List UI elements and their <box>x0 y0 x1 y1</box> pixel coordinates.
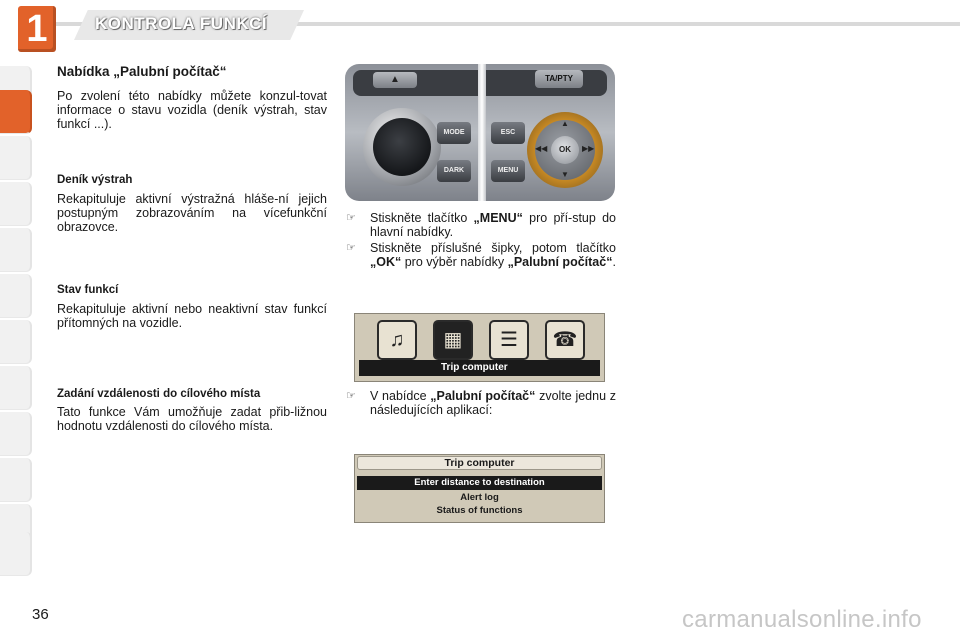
side-tab <box>0 228 32 272</box>
alert-log-section <box>57 174 327 234</box>
alert-log-text: Rekapituluje aktivní výstražná hláše-ní jejich postupným zobrazováním na vícefunkční obrazovce. <box>57 192 327 234</box>
side-tab <box>0 182 32 226</box>
status-heading: Stav funkcí <box>57 284 119 296</box>
text-part: pro výběr nabídky <box>401 255 508 269</box>
main-menu-screen <box>354 313 605 382</box>
text-part: pro pří-stup do hlavní nabídky. <box>370 211 616 239</box>
menu-label-bar <box>359 360 600 376</box>
chapter-badge <box>18 6 56 52</box>
side-tab <box>0 412 32 456</box>
instruction-text <box>370 211 616 239</box>
page-number: 36 <box>32 606 49 623</box>
status-text: Rekapituluje aktivní nebo neaktivní stav funkcí přítomných na vozidle. <box>57 302 327 330</box>
instruction-choose <box>346 389 616 417</box>
instruction-menu <box>346 211 616 239</box>
settings-icon: ☰ <box>489 320 529 360</box>
menu-button: MENU <box>491 160 525 182</box>
arrow-down-icon: ▼ <box>561 170 569 179</box>
cd-slot <box>478 64 486 201</box>
trip-computer-icon: ▦ <box>433 320 473 360</box>
pointing-hand-icon: ☞ <box>346 212 356 224</box>
list-item: Status of functions <box>436 505 523 516</box>
text-part: Stiskněte tlačítko <box>370 211 474 225</box>
trip-computer-keyword: „Palubní počítač“ <box>507 255 613 269</box>
side-tab-active <box>0 90 32 134</box>
pointing-hand-icon: ☞ <box>346 390 356 402</box>
arrow-right-icon: ▶▶ <box>582 144 595 153</box>
menu-keyword: „MENU“ <box>473 211 523 225</box>
section-heading: Nabídka „Palubní počítač“ <box>57 64 227 79</box>
music-icon: ♫ <box>377 320 417 360</box>
menu-label: Trip computer <box>441 362 508 373</box>
ok-keyword: „OK“ <box>370 255 402 269</box>
side-tab <box>0 458 32 502</box>
text-part: zvolte jednu z následujících aplikací: <box>370 389 616 417</box>
side-tab <box>0 136 32 180</box>
side-tab <box>0 532 32 576</box>
alert-log-heading: Deník výstrah <box>57 174 133 186</box>
ta-pty-button: TA/PTY <box>535 70 583 88</box>
instruction-select <box>346 241 616 269</box>
arrow-up-icon: ▲ <box>561 119 569 128</box>
mode-button: MODE <box>437 122 471 144</box>
volume-knob <box>373 118 431 176</box>
trip-computer-screen <box>354 454 605 523</box>
page-header <box>0 0 960 52</box>
text-part: V nabídce <box>370 389 431 403</box>
ok-button: OK <box>551 136 579 164</box>
chapter-side-tabs <box>0 66 32 576</box>
trip-computer-keyword: „Palubní počítač“ <box>430 389 536 403</box>
watermark: carmanualsonline.info <box>682 606 922 633</box>
phone-icon: ☎ <box>545 320 585 360</box>
eject-button: ▲ <box>373 72 417 88</box>
pointing-hand-icon: ☞ <box>346 242 356 254</box>
distance-text: Tato funkce Vám umožňuje zadat přib-ližnou hodnotu vzdálenosti do cílového místa. <box>57 405 327 433</box>
arrow-left-icon: ◀◀ <box>535 144 548 153</box>
text-part: Stiskněte příslušné šipky, potom tlačítko <box>370 241 616 255</box>
side-tab <box>0 366 32 410</box>
distance-section <box>57 388 327 433</box>
status-section <box>57 284 327 330</box>
esc-button: ESC <box>491 122 525 144</box>
radio-panel-illustration <box>345 64 615 201</box>
side-tab <box>0 320 32 364</box>
selected-item: Enter distance to destination <box>357 476 602 490</box>
side-tab <box>0 274 32 318</box>
page-title: KONTROLA FUNKCÍ <box>95 14 268 33</box>
chapter-number: 1 <box>26 8 48 50</box>
list-item: Alert log <box>460 492 499 503</box>
screen-title: Trip computer <box>357 456 602 470</box>
dark-button: DARK <box>437 160 471 182</box>
intro-text: Po zvolení této nabídky můžete konzul-tovat informace o stavu vozidla (deník výstrah, stav funkcí ...). <box>57 89 327 131</box>
text-part: . <box>612 255 616 269</box>
instruction-text <box>370 389 616 417</box>
intro-section <box>57 64 327 131</box>
distance-heading: Zadání vzdálenosti do cílového místa <box>57 388 261 400</box>
instruction-text <box>370 241 616 269</box>
